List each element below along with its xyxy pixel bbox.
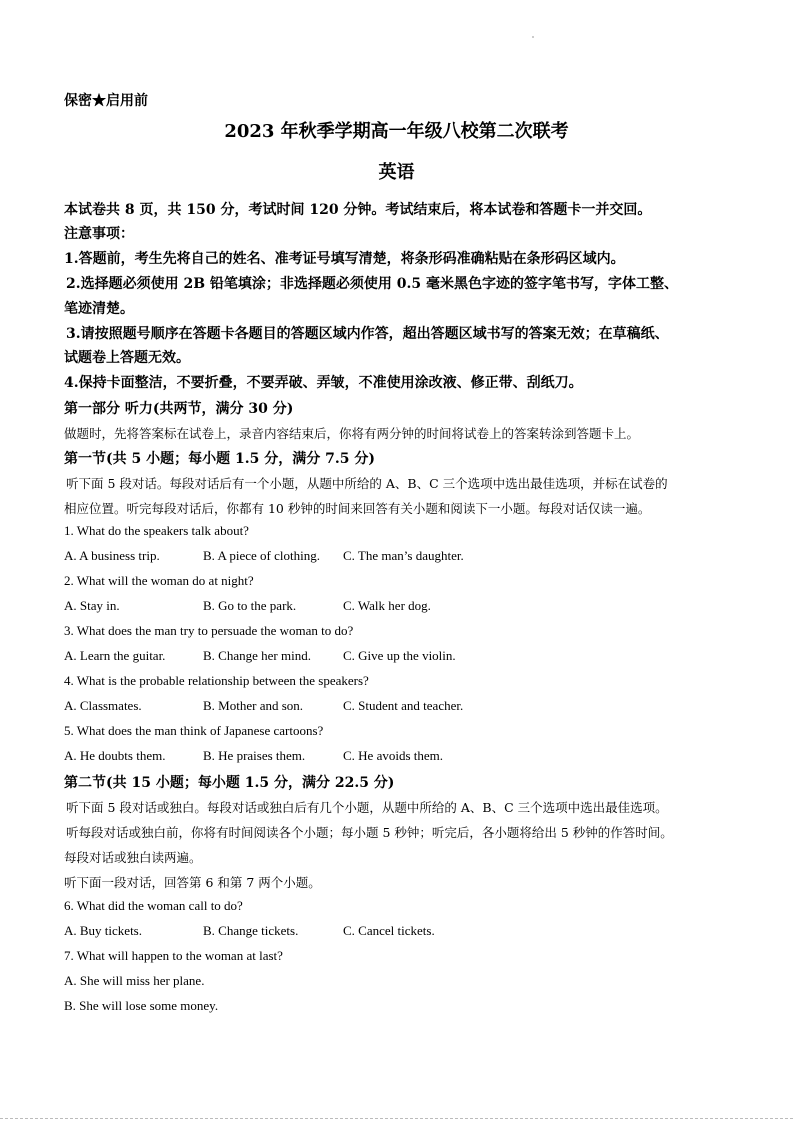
subject-title: 英语	[378, 162, 415, 183]
q2-option-b: B. Go to the park.	[203, 598, 297, 613]
section2-instruction-3: 每段对话或独白读两遍。	[64, 850, 202, 865]
note-4: 4.保持卡面整洁，不要折叠，不要弄破、弄皱，不准使用涂改液、修正带、刮纸刀。	[64, 375, 583, 391]
q2-option-c: C. Walk her dog.	[343, 598, 431, 613]
q6-option-a: A. Buy tickets.	[64, 923, 142, 938]
part1-instruction: 做题时，先将答案标在试卷上，录音内容结束后，你将有两分钟的时间将试卷上的答案转涂到答题卡上。	[64, 426, 640, 441]
question-3: 3. What does the man try to persuade the woman to do?	[64, 623, 354, 638]
note-3: 3.请按照题号顺序在答题卡各题目的答题区域内作答，超出答题区域书写的答案无效；在草稿纸、	[66, 326, 669, 342]
question-1: 1. What do the speakers talk about?	[64, 523, 249, 538]
exam-title: 2023 年秋季学期高一年级八校第二次联考	[224, 121, 569, 142]
q3-option-a: A. Learn the guitar.	[64, 648, 166, 663]
section2-instruction-1: 听下面 5 段对话或独白。每段对话或独白后有几个小题，从题中所给的 A、B、C 三个选项中选出最佳选项。	[66, 800, 668, 815]
notice-title: 注意事项：	[64, 226, 134, 242]
q7-option-b: B. She will lose some money.	[64, 998, 219, 1013]
question-6: 6. What did the woman call to do?	[64, 898, 243, 913]
note-2: 2.选择题必须使用 2B 铅笔填涂；非选择题必须使用 0.5 毫米黑色字迹的签字笔书写，字体工整、	[66, 276, 679, 292]
q3-option-b: B. Change her mind.	[203, 648, 311, 663]
note-2-cont: 笔迹清楚。	[64, 301, 134, 317]
q6-option-b: B. Change tickets.	[203, 923, 299, 938]
q5-option-a: A. He doubts them.	[64, 748, 166, 763]
q3-option-c: C. Give up the violin.	[343, 648, 456, 663]
question-4: 4. What is the probable relationship between the speakers?	[64, 673, 369, 688]
q6-option-c: C. Cancel tickets.	[343, 923, 435, 938]
q4-option-b: B. Mother and son.	[203, 698, 304, 713]
q2-option-a: A. Stay in.	[64, 598, 120, 613]
section2-lead: 听下面一段对话，回答第 6 和第 7 两个小题。	[64, 875, 321, 890]
q5-option-b: B. He praises them.	[203, 748, 306, 763]
q1-option-a: A. A business trip.	[64, 548, 160, 563]
question-5: 5. What does the man think of Japanese cartoons?	[64, 723, 324, 738]
q1-option-b: B. A piece of clothing.	[203, 548, 320, 563]
question-2: 2. What will the woman do at night?	[64, 573, 254, 588]
section1-instruction-1: 听下面 5 段对话。每段对话后有一个小题，从题中所给的 A、B、C 三个选项中选出最佳选项，并标在试卷的	[66, 476, 668, 491]
page-bottom-rule	[0, 1118, 793, 1119]
q4-option-c: C. Student and teacher.	[343, 698, 464, 713]
section1-title: 第一节(共 5 小题；每小题 1.5 分，满分 7.5 分)	[64, 451, 375, 467]
q1-option-c: C. The man’s daughter.	[343, 548, 464, 563]
question-7: 7. What will happen to the woman at last?	[64, 948, 283, 963]
note-1: 1.答题前，考生先将自己的姓名、准考证号填写清楚，将条形码准确粘贴在条形码区域内。	[64, 251, 625, 267]
section2-title: 第二节(共 15 小题；每小题 1.5 分，满分 22.5 分)	[64, 775, 395, 791]
exam-summary: 本试卷共 8 页，共 150 分，考试时间 120 分钟。考试结束后，将本试卷和答题卡一并交回。	[64, 202, 652, 218]
q4-option-a: A. Classmates.	[64, 698, 142, 713]
section1-instruction-2: 相应位置。听完每段对话后，你都有 10 秒钟的时间来回答有关小题和阅读下一小题。每段对话仅读一遍。	[64, 501, 651, 516]
q7-option-a: A. She will miss her plane.	[64, 973, 205, 988]
note-3-cont: 试题卷上答题无效。	[64, 350, 190, 366]
part1-title: 第一部分 听力(共两节，满分 30 分)	[64, 401, 294, 417]
scan-dot	[532, 36, 534, 38]
q5-option-c: C. He avoids them.	[343, 748, 444, 763]
confidential-label: 保密★启用前	[64, 93, 148, 109]
section2-instruction-2: 听每段对话或独白前，你将有时间阅读各个小题；每小题 5 秒钟；听完后，各小题将给出 5 秒钟的作答时间。	[66, 825, 673, 840]
